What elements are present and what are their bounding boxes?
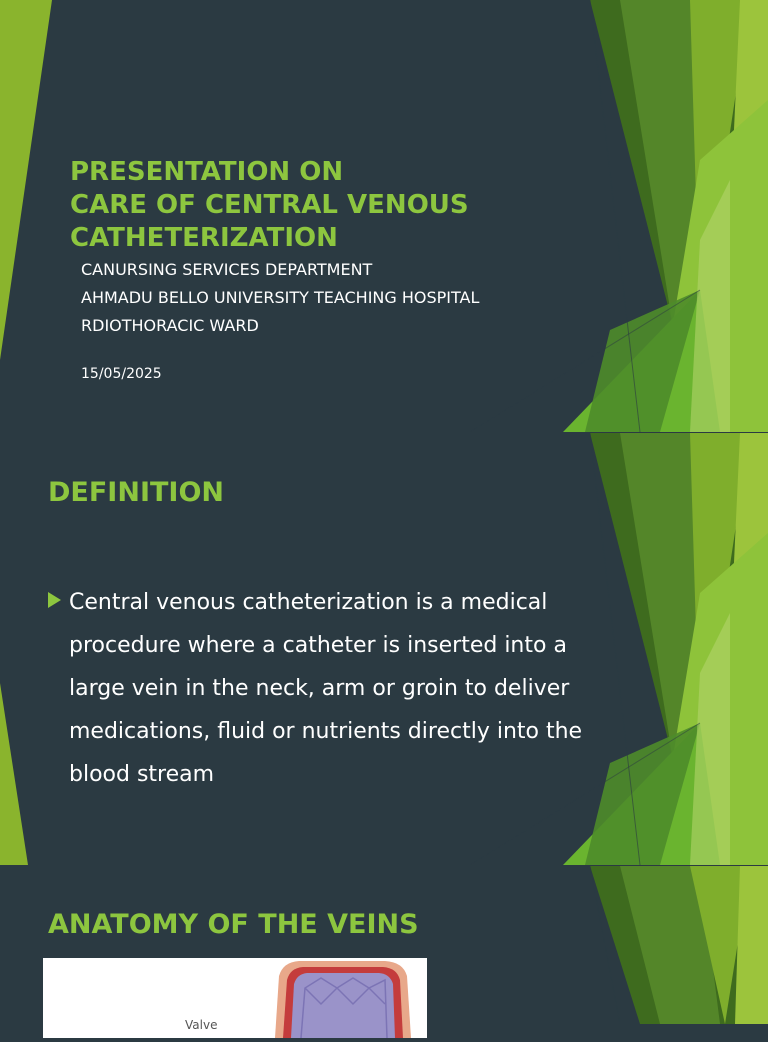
- definition-heading: DEFINITION: [48, 477, 225, 508]
- department-text: CANURSING SERVICES DEPARTMENT: [81, 260, 373, 279]
- vein-cross-section-illustration: [43, 958, 427, 1038]
- anatomy-heading: ANATOMY OF THE VEINS: [48, 909, 419, 940]
- presentation-title: PRESENTATION ON CARE OF CENTRAL VENOUS CATHETERIZATION: [70, 157, 469, 253]
- definition-bullet: Central venous catheterization is a medical procedure where a catheter is inserted into a large vein in the neck, arm or groin to deliver medications, fluid or nutrients directly into the blood stream: [69, 590, 583, 787]
- presentation-date: 15/05/2025: [81, 366, 162, 382]
- bullet-arrow-icon: [48, 592, 61, 608]
- ward-text: RDIOTHORACIC WARD: [81, 316, 259, 335]
- anatomy-slide: [0, 866, 768, 1032]
- vein-anatomy-image: [43, 958, 427, 1038]
- definition-slide: [0, 433, 768, 865]
- hospital-text: AHMADU BELLO UNIVERSITY TEACHING HOSPITAL: [81, 288, 480, 307]
- title-slide: [0, 0, 768, 432]
- valve-label: Valve: [185, 1018, 218, 1032]
